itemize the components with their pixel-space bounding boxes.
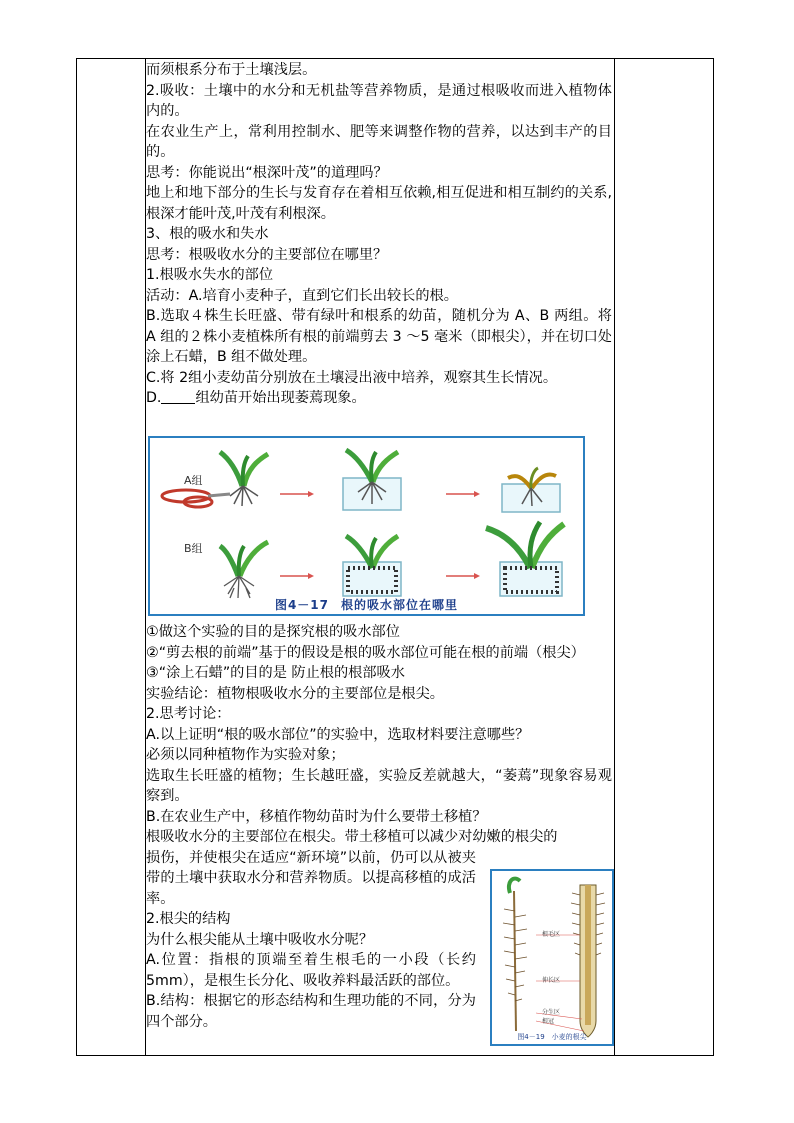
arrow-icon [280, 491, 314, 497]
beaker-a3-wilted [502, 468, 560, 512]
paragraph: C.将 2组小麦幼苗分别放在土壤浸出液中培养，观察其生长情况。 [146, 369, 558, 386]
scissors-icon [162, 490, 230, 507]
seedling-a1 [220, 452, 268, 506]
root-hair-zone-label: 根毛区 [542, 931, 561, 938]
beaker-b3-healthy [486, 522, 564, 596]
paragraph: 1.根吸水失水的部位 [146, 267, 274, 283]
figure-number: 图4－17 [274, 598, 330, 612]
figure-caption [150, 596, 583, 613]
paragraph: A.以上证明“根的吸水部位”的实验中，选取材料要注意哪些？ [146, 726, 530, 743]
root-absorption-figure [148, 436, 585, 616]
fill-blank-line [146, 388, 612, 409]
paragraph: 而须根系分布于土壤浅层。 [146, 62, 317, 78]
paragraph: ②“剪去根的前端”基于的假设是根的吸水部位可能在根的前端（根尖） [146, 644, 585, 661]
paragraph: 为什么根尖能从土壤中吸收水分呢？ [146, 931, 374, 948]
column-divider [614, 59, 615, 1055]
paragraph: 选取生长旺盛的植物；生长越旺盛，实验反差就越大，“萎蔫”现象容易观察到。 [146, 767, 612, 804]
group-a-label: A组 [184, 474, 203, 487]
arrow-icon [446, 573, 480, 579]
blank-prefix: D. [146, 390, 162, 406]
arrow-icon [446, 491, 480, 497]
root-tip-figure [490, 869, 614, 1046]
paragraph: ③“涂上石蜡”的目的是 防止根的根部吸水 [146, 665, 405, 681]
paragraph: B.结构：根据它的形态结构和生理功能的不同，分为四个部分。 [146, 993, 476, 1030]
paragraph: 思考：根吸收水分的主要部位在哪里？ [146, 246, 388, 263]
paragraph: B.选取４株生长旺盛、带有绿叶和根系的幼苗，随机分为 A、B 两组。将 A 组的２株小麦植株所有根的前端剪去 3 ～5 毫米（即根尖），并在切口处涂上石蜡，B 组不做处理。 [146, 308, 612, 365]
figure-title: 根的吸水部位在哪里 [341, 598, 459, 612]
paragraph: 活动：A.培育小麦种子，直到它们长出较长的根。 [146, 287, 458, 304]
paragraph: 必须以同种植物作为实验对象； [146, 747, 345, 763]
seedling-b1 [220, 542, 268, 598]
paragraph: 实验结论：植物根吸收水分的主要部位是根尖。 [146, 685, 444, 702]
paragraph: 损伤，并使根尖在适应“新环境”以前，仍可以从被夹带的土壤中获取水分和营养物质。以提高移植的成活率。 [146, 849, 476, 907]
paragraph: 地上和地下部分的生长与发育存在着相互依赖,相互促进和相互制约的关系,根深才能叶茂,叶茂有利根深。 [146, 185, 612, 222]
figure-caption: 图4－19 小麦的根尖 [517, 1033, 587, 1041]
root-cap-label: 根冠 [542, 1018, 555, 1025]
meristem-zone-label: 分生区 [542, 1009, 561, 1016]
paragraph: 在农业生产上，常利用控制水、肥等来调整作物的营养，以达到丰产的目的。 [146, 123, 612, 160]
experiment-illustration [150, 438, 583, 614]
arrow-icon [280, 573, 314, 579]
paragraph: A.位置：指根的顶端至着生根毛的一小段（长约 5mm），是根生长分化、吸收养料最活跃的部位。 [146, 952, 476, 989]
paragraph: 2.根尖的结构 [146, 911, 231, 927]
blank-underline [161, 389, 195, 404]
section-heading: 3、根的吸水和失水 [146, 226, 269, 242]
elongation-zone-label: 伸长区 [542, 977, 561, 984]
beaker-b2 [343, 536, 401, 596]
beaker-a2 [343, 450, 401, 510]
paragraph: 2.吸收：土壤中的水分和无机盐等营养物质，是通过根吸收而进入植物体内的。 [146, 82, 612, 119]
paragraph: 思考：你能说出“根深叶茂”的道理吗？ [146, 164, 388, 181]
paragraph: B.在农业生产中，移植作物幼苗时为什么要带土移植？ [146, 808, 487, 825]
text-wrap-column [146, 848, 476, 1033]
paragraph: ①做这个实验的目的是探究根的吸水部位 [146, 624, 400, 640]
paragraph: 2.思考讨论： [146, 706, 231, 722]
blank-suffix: 组幼苗开始出现萎蔫现象。 [195, 390, 366, 406]
lesson-text-upper [146, 60, 612, 409]
paragraph: 根吸收水分的主要部位在根尖。带土移植可以减少对幼嫩的根尖的 [146, 829, 558, 845]
group-b-label: B组 [184, 542, 203, 555]
